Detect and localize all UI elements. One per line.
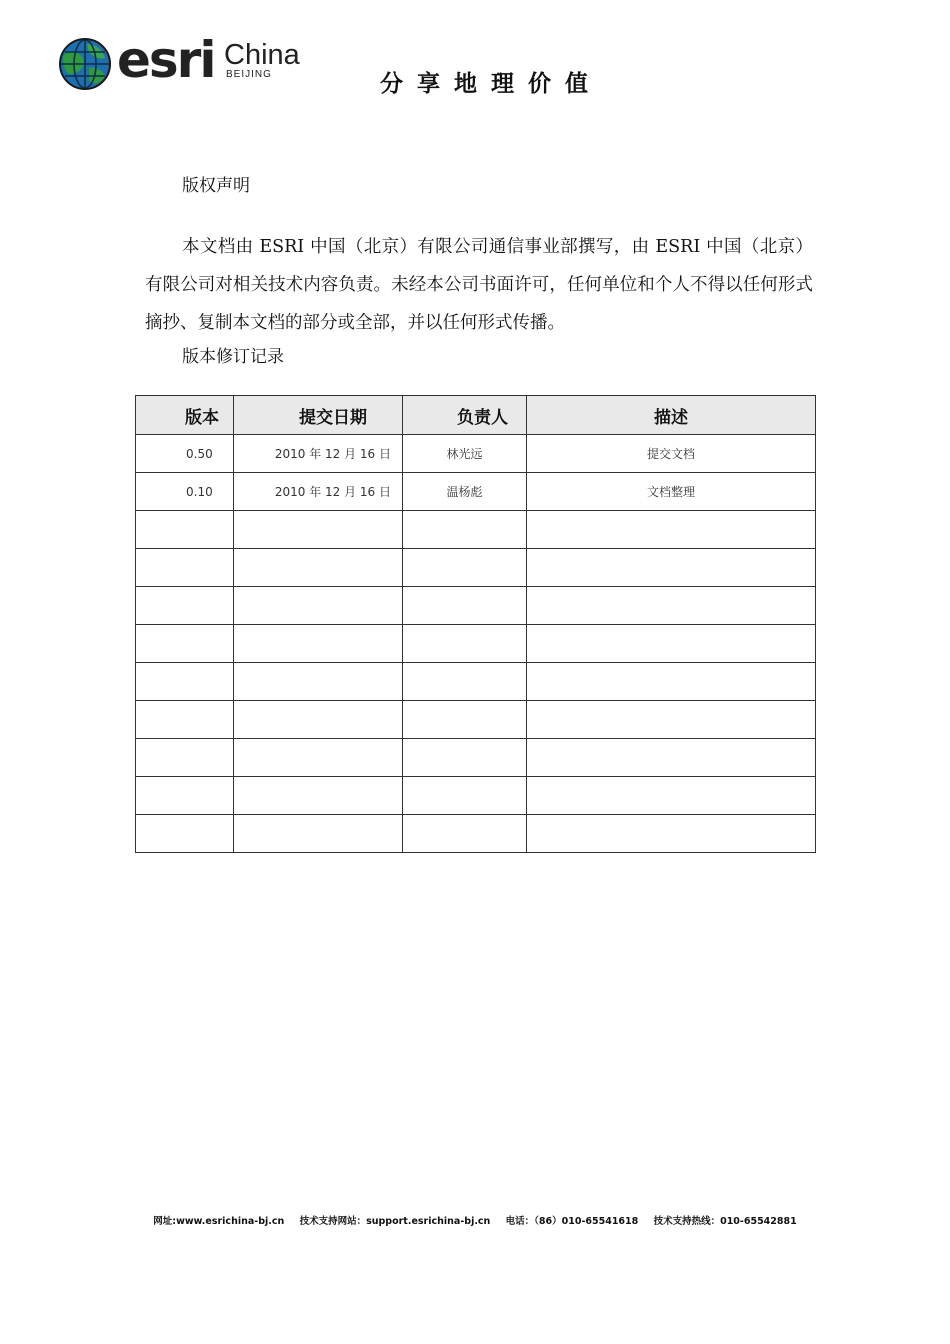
cell-date: [234, 549, 403, 587]
footer-support-site: 技术支持网站：support.esrichina-bj.cn: [299, 1216, 491, 1227]
cell-description: [527, 625, 816, 663]
logo-word: esri: [117, 31, 215, 89]
table-row: [136, 625, 816, 663]
cell-description: [527, 777, 816, 815]
header-owner: 负责人: [403, 396, 527, 435]
header-version: 版本: [136, 396, 234, 435]
copyright-title: 版权声明: [182, 176, 250, 196]
footer-phone: 电话：（86）010-65541618: [505, 1216, 639, 1227]
cell-description: [527, 739, 816, 777]
cell-description: 文档整理: [527, 473, 816, 511]
logo-city: BEIJING: [226, 69, 272, 80]
cell-version: 0.50: [136, 435, 234, 473]
cell-owner: [403, 587, 527, 625]
table-row: [136, 739, 816, 777]
cell-description: [527, 511, 816, 549]
cell-version: [136, 511, 234, 549]
header-slogan: 分享地理价值: [380, 71, 602, 97]
footer-website: 网址:www.esrichina-bj.cn: [153, 1216, 285, 1227]
cell-owner: 温杨彪: [403, 473, 527, 511]
table-row: [136, 663, 816, 701]
cell-description: [527, 549, 816, 587]
cell-version: [136, 701, 234, 739]
cell-owner: [403, 739, 527, 777]
cell-owner: 林光远: [403, 435, 527, 473]
cell-date: 2010 年 12 月 16 日: [234, 473, 403, 511]
table-row: [136, 587, 816, 625]
cell-version: [136, 777, 234, 815]
cell-date: 2010 年 12 月 16 日: [234, 435, 403, 473]
cell-owner: [403, 701, 527, 739]
cell-version: [136, 815, 234, 853]
cell-version: 0.10: [136, 473, 234, 511]
cell-owner: [403, 815, 527, 853]
cell-date: [234, 739, 403, 777]
table-row: [136, 701, 816, 739]
table-row: [136, 815, 816, 853]
footer-hotline: 技术支持热线：010-65542881: [653, 1216, 797, 1227]
cell-version: [136, 587, 234, 625]
cell-date: [234, 511, 403, 549]
cell-version: [136, 625, 234, 663]
globe-icon: [59, 38, 111, 90]
header-description: 描述: [527, 396, 816, 435]
cell-owner: [403, 511, 527, 549]
page-footer: [0, 1214, 950, 1230]
cell-owner: [403, 549, 527, 587]
copyright-paragraph: 本文档由 ESRI 中国（北京）有限公司通信事业部撰写，由 ESRI 中国（北京）有限公司对相关技术内容负责。未经本公司书面许可，任何单位和个人不得以任何形式摘抄、复制本文档的部分或全部，并以任何形式传播。: [145, 237, 813, 333]
cell-date: [234, 663, 403, 701]
table-row: [136, 473, 816, 511]
cell-date: [234, 701, 403, 739]
cell-date: [234, 625, 403, 663]
cell-description: [527, 701, 816, 739]
cell-version: [136, 549, 234, 587]
cell-description: [527, 815, 816, 853]
header-date: 提交日期: [234, 396, 403, 435]
esri-china-logo: [59, 31, 319, 96]
cell-owner: [403, 777, 527, 815]
cell-owner: [403, 663, 527, 701]
cell-version: [136, 663, 234, 701]
cell-date: [234, 587, 403, 625]
revision-title: 版本修订记录: [182, 347, 284, 367]
table-row: [136, 777, 816, 815]
cell-description: [527, 663, 816, 701]
cell-description: [527, 587, 816, 625]
table-row: [136, 549, 816, 587]
table-row: [136, 511, 816, 549]
cell-version: [136, 739, 234, 777]
cell-owner: [403, 625, 527, 663]
cell-date: [234, 815, 403, 853]
revision-table: [135, 395, 816, 853]
logo-region: China: [224, 39, 300, 71]
cell-date: [234, 777, 403, 815]
table-row: [136, 435, 816, 473]
table-header-row: [136, 396, 816, 435]
cell-description: 提交文档: [527, 435, 816, 473]
